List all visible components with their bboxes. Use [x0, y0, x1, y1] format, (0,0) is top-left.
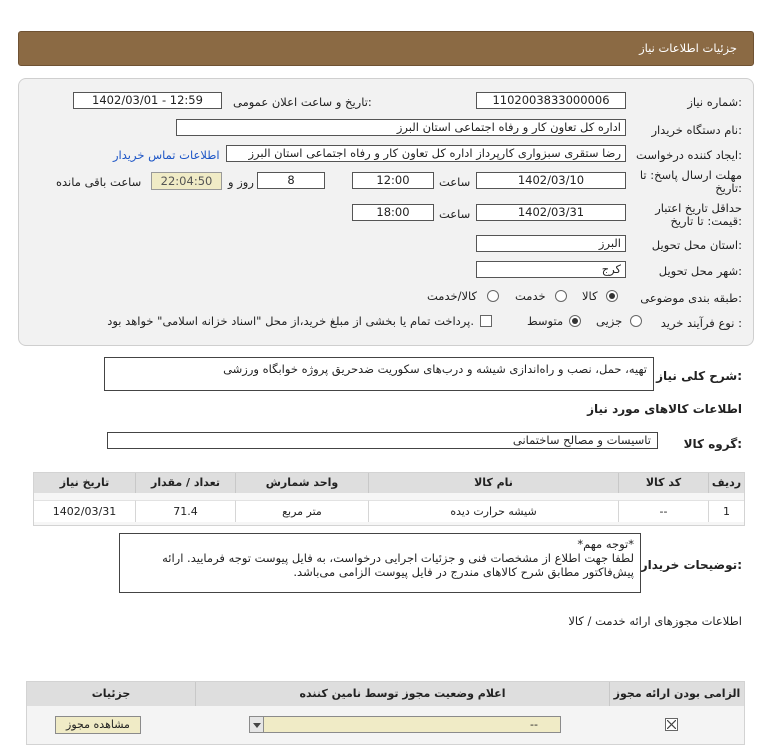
- purchase-process-label: نوع فرآیند خرید :: [660, 316, 742, 330]
- permits-title: اطلاعات مجوزهای ارائه خدمت / کالا: [568, 614, 742, 628]
- col-header-quantity: تعداد / مقدار: [135, 473, 235, 493]
- treasury-payment-checkbox[interactable]: [480, 315, 492, 327]
- remaining-time-counter: 22:04:50: [151, 172, 222, 190]
- price-validity-date-field[interactable]: 1402/03/31: [476, 204, 626, 221]
- price-validity-time-field[interactable]: 18:00: [352, 204, 434, 221]
- table-cell-need-date: 1402/03/31: [34, 500, 135, 522]
- requester-label: ایجاد کننده درخواست:: [636, 148, 742, 162]
- goods-group-field[interactable]: تاسیسات و مصالح ساختمانی: [107, 432, 658, 449]
- buyer-org-label: نام دستگاه خریدار:: [651, 123, 742, 137]
- permit-status-dropdown[interactable]: [249, 716, 561, 733]
- buyer-contact-link[interactable]: اطلاعات تماس خریدار: [113, 148, 220, 162]
- chevron-down-icon: [250, 717, 264, 732]
- buyer-notes-line-3: پیش‌فاکتور مطابق شرح کالاهای مندرج در فایل پیوست الزامی می‌باشد.: [293, 565, 634, 579]
- table-cell-quantity: 71.4: [135, 500, 235, 522]
- remaining-time-label: ساعت باقی مانده: [56, 175, 142, 189]
- days-label: روز و: [228, 175, 254, 189]
- price-validity-label-2: قیمت: تا تاریخ:: [670, 214, 742, 228]
- need-number-label: شماره نیاز:: [687, 95, 742, 109]
- treasury-payment-note: پرداخت تمام یا بخشی از مبلغ خرید،از محل "اسناد خزانه اسلامی" خواهد بود.: [107, 314, 474, 328]
- close-x-icon: [667, 720, 676, 729]
- buyer-org-field[interactable]: اداره کل تعاون کار و رفاه اجتماعی استان البرز: [176, 119, 626, 136]
- goods-table: [33, 472, 745, 526]
- reply-time-label: ساعت: [439, 175, 471, 189]
- subject-goods-radio[interactable]: [606, 290, 618, 302]
- process-minor-label: جزیی: [596, 314, 623, 328]
- general-description-label: شرح کلی نیاز:: [656, 369, 742, 383]
- remaining-days-field[interactable]: 8: [257, 172, 325, 189]
- col-header-row: ردیف: [708, 473, 744, 493]
- goods-group-label: گروه کالا:: [683, 437, 742, 451]
- province-label: استان محل تحویل:: [651, 238, 742, 252]
- process-medium-radio[interactable]: [569, 315, 581, 327]
- page-title: جزئیات اطلاعات نیاز: [639, 41, 737, 55]
- goods-info-title: اطلاعات کالاهای مورد نیاز: [587, 402, 742, 416]
- announce-datetime-field[interactable]: 1402/03/01 - 12:59: [73, 92, 222, 109]
- province-field[interactable]: البرز: [476, 235, 626, 252]
- city-field[interactable]: کرج: [476, 261, 626, 278]
- col-header-unit: واحد شمارش: [235, 473, 368, 493]
- permits-col-status: اعلام وضعیت مجوز توسط نامین کننده: [195, 682, 609, 706]
- subject-category-label: طبقه بندی موضوعی:: [640, 291, 742, 305]
- subject-service-label: خدمت: [515, 289, 546, 303]
- col-header-need-date: تاریخ نیاز: [34, 473, 135, 493]
- permit-status-value: --: [530, 718, 538, 731]
- requester-field[interactable]: رضا ستقری سبزواری کارپرداز اداره کل تعاون کار و رفاه اجتماعی استان البرز: [226, 145, 626, 162]
- buyer-notes-line-2: لطفا جهت اطلاع از مشخصات فنی و جزئیات اجرایی درخواست، به فایل پیوست توجه فرمایید. ارائه: [162, 551, 634, 565]
- price-time-label: ساعت: [439, 207, 471, 221]
- permits-col-details: جزئیات: [27, 682, 195, 706]
- table-cell-row: 1: [708, 500, 744, 522]
- col-header-name: نام کالا: [368, 473, 618, 493]
- buyer-notes-box[interactable]: [119, 533, 641, 593]
- reply-deadline-time-field[interactable]: 12:00: [352, 172, 434, 189]
- table-cell-unit: متر مربع: [235, 500, 368, 522]
- reply-deadline-label-1: مهلت ارسال پاسخ: تا: [639, 168, 742, 182]
- permits-table: [26, 681, 745, 745]
- subject-service-radio[interactable]: [555, 290, 567, 302]
- need-number-field[interactable]: 1102003833000006: [476, 92, 626, 109]
- process-medium-label: متوسط: [527, 314, 564, 328]
- col-header-code: کد کالا: [618, 473, 708, 493]
- subject-goods-service-label: کالا/خدمت: [427, 289, 478, 303]
- reply-deadline-label-2: تاریخ:: [715, 181, 742, 195]
- view-permit-button[interactable]: مشاهده مجوز: [55, 716, 141, 734]
- permit-required-checkbox[interactable]: [665, 718, 678, 731]
- buyer-notes-label: توضیحات خریدار:: [640, 558, 742, 572]
- table-cell-name: شیشه حرارت دیده: [368, 500, 618, 522]
- page-header: [18, 31, 754, 66]
- city-label: شهر محل تحویل:: [658, 264, 742, 278]
- buyer-notes-line-1: *توجه مهم*: [577, 537, 634, 551]
- permits-col-required: الزامی بودن ارائه مجوز: [609, 682, 744, 706]
- table-cell-code: --: [618, 500, 708, 522]
- general-description-box[interactable]: تهیه، حمل، نصب و راه‌اندازی شیشه و درب‌های سکوریت ضدحریق پروژه خوابگاه ورزشی: [104, 357, 654, 391]
- process-minor-radio[interactable]: [630, 315, 642, 327]
- reply-deadline-date-field[interactable]: 1402/03/10: [476, 172, 626, 189]
- announce-datetime-label: تاریخ و ساعت اعلان عمومی:: [233, 95, 372, 109]
- subject-goods-service-radio[interactable]: [487, 290, 499, 302]
- subject-goods-label: کالا: [582, 289, 598, 303]
- price-validity-label-1: حداقل تاریخ اعتبار: [655, 201, 742, 215]
